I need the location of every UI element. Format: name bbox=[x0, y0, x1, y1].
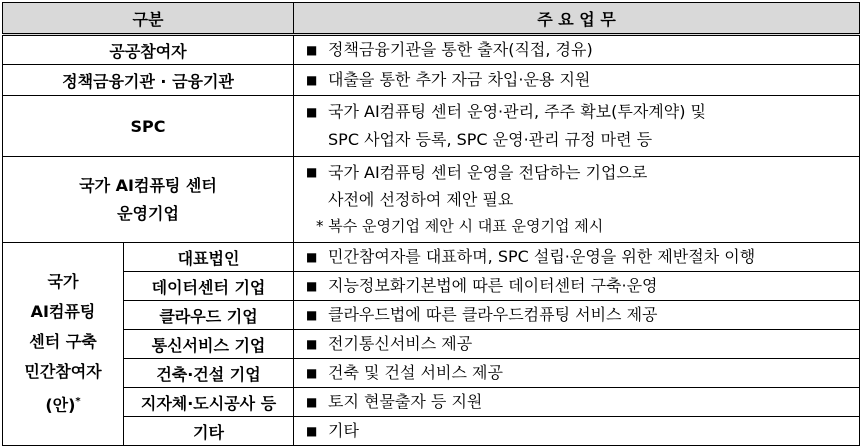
sub-role: 통신서비스 기업 bbox=[124, 330, 294, 359]
bullet-icon: ■ bbox=[306, 250, 318, 264]
role-public-participant: 공공참여자 bbox=[3, 35, 294, 65]
duty-text: 대출을 통한 추가 자금 차입·운용 지원 bbox=[328, 70, 591, 89]
duty-cell bbox=[294, 272, 860, 301]
table-row bbox=[3, 96, 860, 157]
bullet-icon: ■ bbox=[306, 279, 318, 293]
duty-text: 국가 AI컴퓨팅 센터 운영을 전담하는 기업으로 bbox=[328, 163, 648, 182]
duty-text: 클라우드법에 따른 클라우드컴퓨팅 서비스 제공 bbox=[328, 305, 658, 324]
duty-cell bbox=[294, 330, 860, 359]
duty-text: 토지 현물출자 등 지원 bbox=[328, 392, 483, 411]
bullet-icon: ■ bbox=[306, 308, 318, 322]
table-row bbox=[3, 330, 860, 359]
group-label-line bbox=[3, 387, 123, 420]
duty-text: 지능정보화기본법에 따른 데이터센터 구축·운영 bbox=[328, 276, 658, 295]
role-line: 운영기업 bbox=[117, 203, 179, 223]
duty-text: 건축 및 건설 서비스 제공 bbox=[328, 363, 503, 382]
duty-cell bbox=[294, 243, 860, 272]
footnote-mark: * bbox=[75, 396, 81, 408]
table-row bbox=[3, 359, 860, 388]
duty-cell bbox=[294, 35, 860, 65]
duty-cell bbox=[294, 157, 860, 243]
group-label bbox=[3, 243, 124, 446]
duty-text: 전기통신서비스 제공 bbox=[328, 334, 473, 353]
header-row bbox=[3, 3, 860, 35]
bullet-icon: ■ bbox=[306, 366, 318, 380]
table-row bbox=[3, 65, 860, 96]
role-spc: SPC bbox=[3, 96, 294, 157]
sub-role: 지자체·도시공사 등 bbox=[124, 388, 294, 417]
bullet-icon: ■ bbox=[306, 424, 318, 438]
header-duties: 주 요 업 무 bbox=[294, 3, 860, 35]
sub-role: 클라우드 기업 bbox=[124, 301, 294, 330]
duty-text: SPC 사업자 등록, SPC 운영·관리 규정 마련 등 bbox=[328, 130, 653, 149]
duty-cell bbox=[294, 359, 860, 388]
duty-cell bbox=[294, 96, 860, 157]
sub-role: 건축·건설 기업 bbox=[124, 359, 294, 388]
bullet-icon: ■ bbox=[306, 395, 318, 409]
table-row bbox=[3, 157, 860, 243]
table-row bbox=[3, 301, 860, 330]
group-label-line: 민간참여자 bbox=[24, 362, 102, 382]
role-line: 국가 AI컴퓨팅 센터 bbox=[79, 175, 217, 195]
role-financial-institution: 정책금융기관 · 금융기관 bbox=[3, 65, 294, 96]
bullet-icon: ■ bbox=[306, 105, 318, 119]
bullet-icon: ■ bbox=[306, 73, 318, 87]
table-row bbox=[3, 388, 860, 417]
header-category: 구분 bbox=[3, 3, 294, 35]
table-row bbox=[3, 417, 860, 446]
sub-role: 기타 bbox=[124, 417, 294, 446]
group-label-line: 국가 bbox=[47, 272, 79, 292]
role-operator bbox=[3, 157, 294, 243]
duty-cell bbox=[294, 301, 860, 330]
duty-cell bbox=[294, 388, 860, 417]
duty-text: 국가 AI컴퓨팅 센터 운영·관리, 주주 확보(투자계약) 및 bbox=[328, 102, 706, 121]
group-label-text: (안) bbox=[45, 395, 76, 415]
duty-text: 사전에 선정하여 제안 필요 bbox=[328, 190, 514, 209]
sub-role: 데이터센터 기업 bbox=[124, 272, 294, 301]
group-label-line: AI컴퓨팅 bbox=[30, 302, 96, 322]
duty-text: 정책금융기관을 통한 출자(직접, 경유) bbox=[328, 40, 593, 59]
duty-cell bbox=[294, 65, 860, 96]
table-row bbox=[3, 243, 860, 272]
duty-cell bbox=[294, 417, 860, 446]
bullet-icon: ■ bbox=[306, 165, 318, 179]
footnote: * 복수 운영기업 제안 시 대표 운영기업 제시 bbox=[316, 217, 604, 235]
roles-table bbox=[2, 2, 860, 446]
table-row bbox=[3, 35, 860, 65]
sub-role: 대표법인 bbox=[124, 243, 294, 272]
bullet-icon: ■ bbox=[306, 43, 318, 57]
bullet-icon: ■ bbox=[306, 337, 318, 351]
duty-text: 기타 bbox=[328, 421, 359, 440]
duty-text: 민간참여자를 대표하며, SPC 설립·운영을 위한 제반절차 이행 bbox=[328, 247, 756, 266]
group-label-line: 센터 구축 bbox=[29, 332, 97, 352]
table-row bbox=[3, 272, 860, 301]
